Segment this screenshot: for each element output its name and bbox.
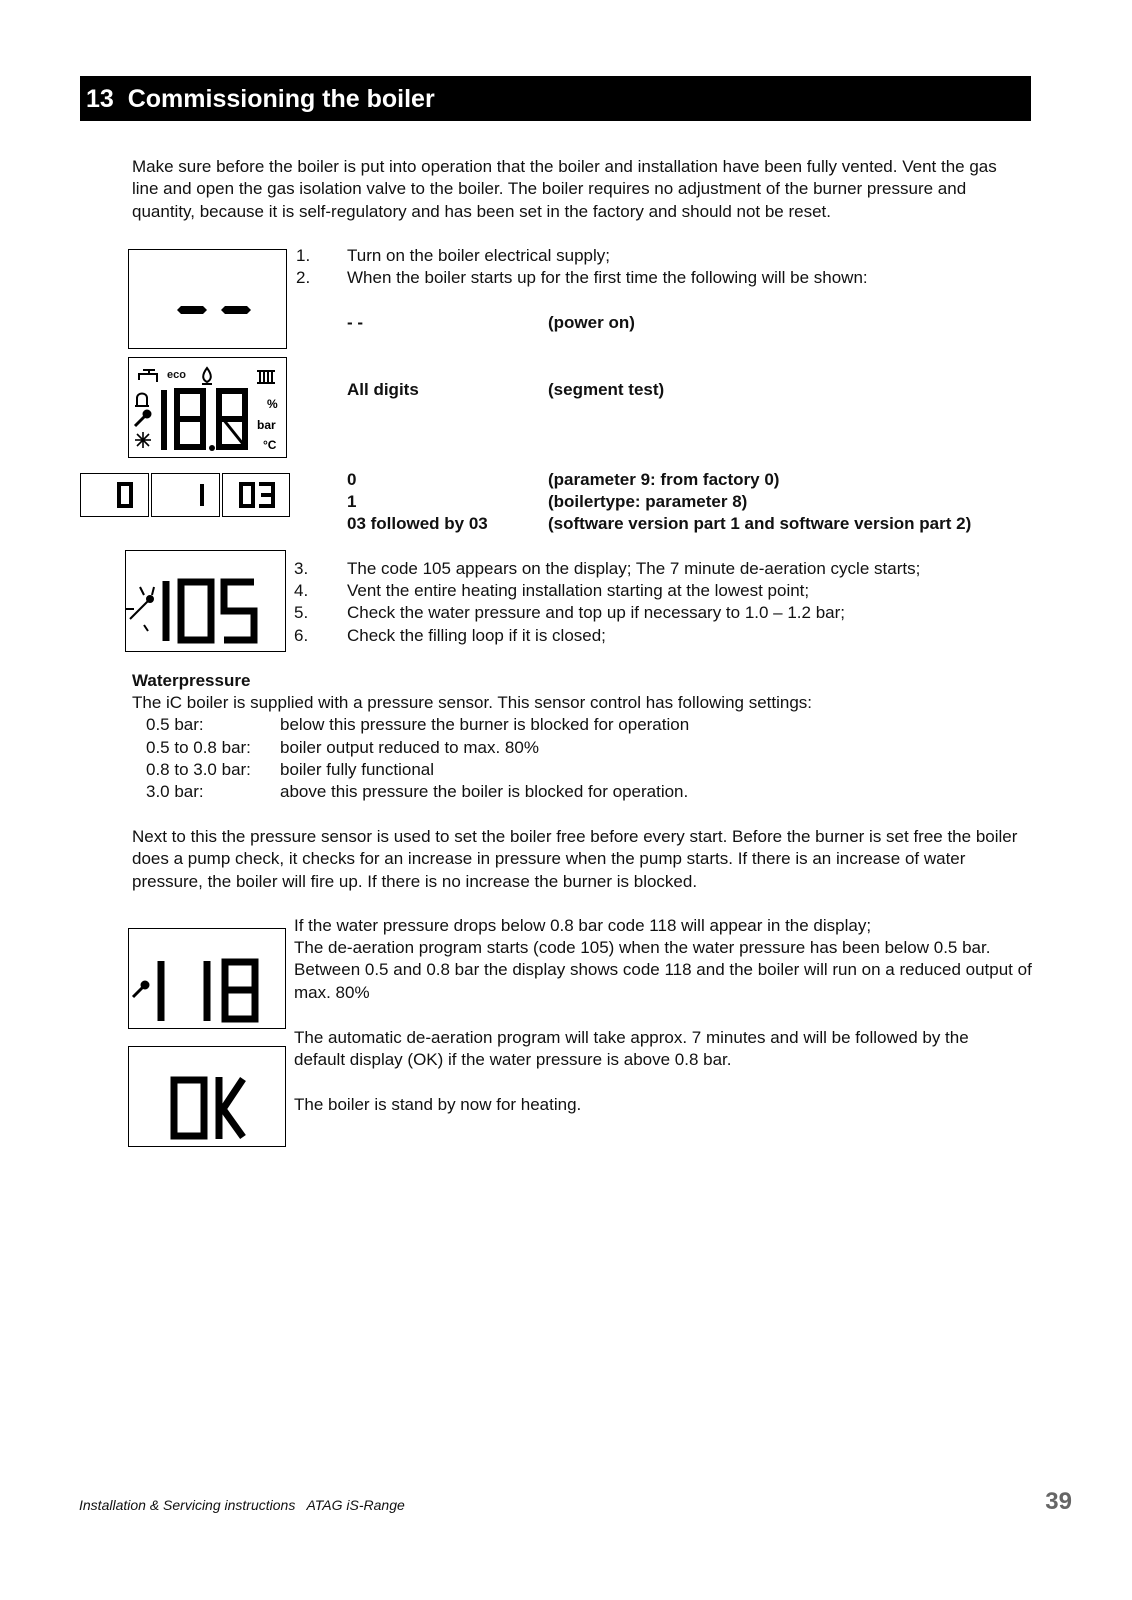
step-4-num: 4. — [294, 581, 309, 600]
eco-label: eco — [167, 369, 186, 381]
footer-document-title: Installation & Servicing instructions ATAG iS-Range — [79, 1497, 405, 1513]
waterpressure-intro: The iC boiler is supplied with a pressure sensor. This sensor control has following settings: — [132, 693, 813, 712]
standby-text: The boiler is stand by now for heating. — [294, 1095, 582, 1114]
step-4-text: Vent the entire heating installation starting at the lowest point; — [347, 581, 810, 600]
step-3-num: 3. — [294, 559, 309, 578]
display-code: 0 — [347, 470, 357, 489]
pressure-range: 0.5 to 0.8 bar: — [146, 738, 251, 757]
svg-text:%: % — [267, 397, 278, 411]
pressure-desc: boiler output reduced to max. 80% — [280, 738, 539, 757]
intro-paragraph: Make sure before the boiler is put into operation that the boiler and installation have been fully vented. Vent the gas line and open the gas isolation valve to the boiler. The boiler requires no adjustment of the burner pressure and quantity, because it is self-regulatory and has been set in the factory and should not be reset. — [132, 157, 997, 221]
svg-text:bar: bar — [257, 418, 276, 432]
wrench-icon — [133, 982, 148, 997]
display-code: 1 — [347, 492, 357, 511]
section-title-bar — [80, 76, 1031, 121]
step-1-text: Turn on the boiler electrical supply; — [347, 246, 611, 265]
bell-icon — [135, 394, 149, 407]
step-5-text: Check the water pressure and top up if necessary to 1.0 – 1.2 bar; — [347, 603, 846, 622]
lcd-boilertype — [151, 473, 220, 517]
display-desc: (boilertype: parameter 8) — [548, 492, 748, 511]
page-number: 39 — [1045, 1488, 1072, 1515]
lcd-code-118 — [128, 928, 286, 1029]
lcd-software-version — [222, 473, 290, 517]
auto-deaeration-paragraph: The automatic de-aeration program will take approx. 7 minutes and will be followed by the default display (OK) if the water pressure is above 0.8 bar. — [294, 1028, 969, 1070]
display-desc: (software version part 1 and software version part 2) — [548, 514, 972, 533]
lcd-ok — [128, 1046, 286, 1147]
code118-line2: The de-aeration program starts (code 105) when the water pressure has been below 0.5 bar. Between 0.5 and 0.8 bar the display shows code 118 and the boiler will run on a reduced output of max. 80% — [294, 938, 1032, 1002]
flame-icon — [202, 368, 212, 385]
pressure-desc: below this pressure the burner is blocked for operation — [280, 715, 690, 734]
wrench-icon — [135, 411, 150, 426]
pressure-range: 0.8 to 3.0 bar: — [146, 760, 251, 779]
waterpressure-heading: Waterpressure — [132, 671, 251, 690]
step-6-text: Check the filling loop if it is closed; — [347, 626, 606, 645]
display-desc: (power on) — [548, 313, 635, 332]
pressure-range: 3.0 bar: — [146, 782, 204, 801]
tap-icon — [139, 370, 157, 382]
step-3-text: The code 105 appears on the display; The 7 minute de-aeration cycle starts; — [347, 559, 921, 578]
display-code: - - — [347, 313, 364, 332]
display-code: 03 followed by 03 — [347, 514, 488, 533]
snowflake-icon — [135, 432, 151, 448]
lcd-param-9 — [80, 473, 149, 517]
step-2-num: 2. — [296, 268, 311, 287]
display-desc: (parameter 9: from factory 0) — [548, 470, 780, 489]
section-title: 13 Commissioning the boiler — [86, 85, 435, 113]
lcd-segment-test — [128, 357, 287, 458]
display-desc: (segment test) — [548, 380, 665, 399]
pressure-desc: boiler fully functional — [280, 760, 435, 779]
wrench-blink-icon — [126, 587, 154, 631]
svg-text:°C: °C — [263, 438, 277, 452]
radiator-icon — [257, 371, 275, 383]
pressure-range: 0.5 bar: — [146, 715, 204, 734]
code118-line1: If the water pressure drops below 0.8 bar code 118 will appear in the display; — [294, 916, 872, 935]
step-1-num: 1. — [296, 246, 311, 265]
step-5-num: 5. — [294, 603, 309, 622]
lcd-power-on — [128, 249, 287, 349]
step-6-num: 6. — [294, 626, 309, 645]
pressure-desc: above this pressure the boiler is blocked for operation. — [280, 782, 689, 801]
step-2-text: When the boiler starts up for the first time the following will be shown: — [347, 268, 868, 287]
lcd-code-105 — [125, 550, 286, 652]
display-code: All digits — [347, 380, 419, 399]
pressure-sensor-paragraph: Next to this the pressure sensor is used to set the boiler free before every start. Before the burner is set free the boiler does a pump check, it checks for an increase in pressure when the pump starts. If there is an increase of water pressure, the boiler will fire up. If there is no increase the burner is blocked. — [132, 827, 1018, 891]
